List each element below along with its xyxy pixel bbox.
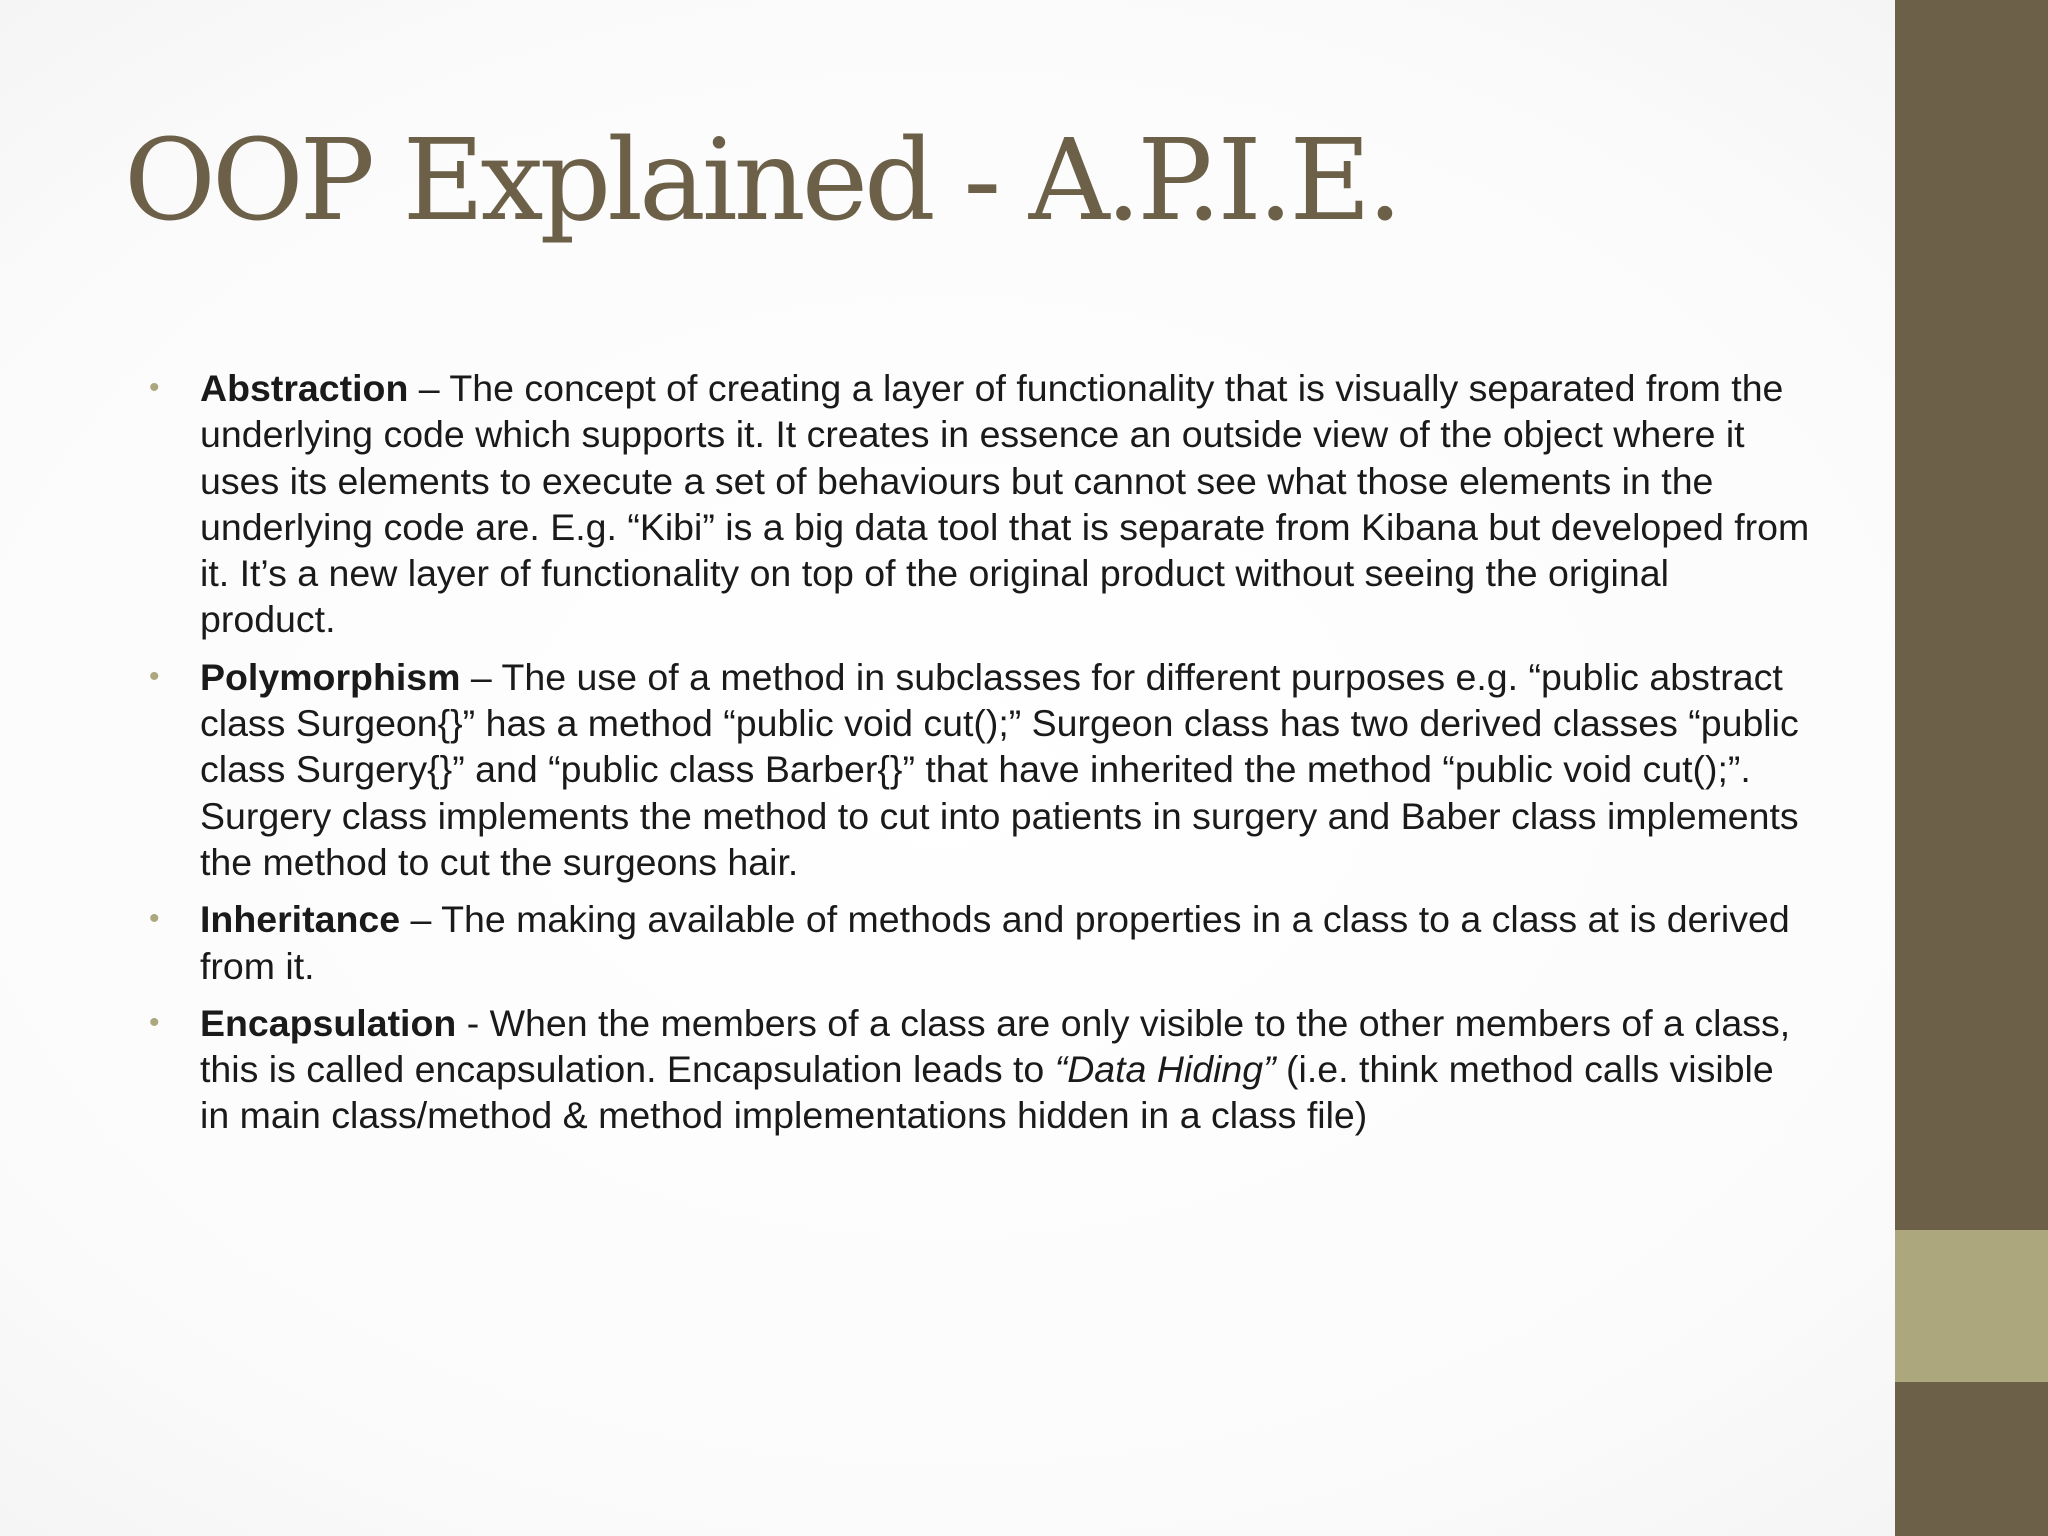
bullet-inheritance (149, 896, 1810, 989)
sidebar-accent-block (1895, 1230, 2048, 1382)
bullet-text-after: (i.e. think method calls visible in main class/method & method implementations hidden in a class file) (200, 1048, 1774, 1137)
bullet-dot-icon: • (149, 902, 160, 936)
bullet-text: – The use of a method in subclasses for different purposes e.g. “public abstract class Surgeon{}” has a method “public void cut();” Surgeon class has two derived classes “public class Surgery{}” and “public class Barber{}” that have inherited the method “public void cut();”. Surgery class implements the method to cut into patients in surgery and Baber class implements the method to cut the surgeons hair. (200, 655, 1799, 883)
bullet-abstraction (149, 365, 1810, 643)
bullet-term: Encapsulation (200, 1001, 457, 1044)
bullet-list (149, 365, 1810, 1150)
slide-title: OOP Explained - A.P.I.E. (124, 116, 1399, 246)
bullet-polymorphism (149, 654, 1810, 885)
bullet-text: - When the members of a class are only visible to the other members of a class, this is called encapsulation. Encapsulation leads to (200, 1001, 1791, 1091)
bullet-dot-icon: • (149, 371, 160, 404)
bullet-term: Inheritance (200, 898, 401, 941)
bullet-dot-icon: • (149, 659, 160, 693)
bullet-term: Abstraction (200, 367, 409, 409)
bullet-text: – The concept of creating a layer of functionality that is visually separated from the underlying code which supports it. It creates in essence an outside view of the object where it uses its elements to execute a set of behaviours but cannot see what those elements in the underlying code are. E.g. “Kibi” is a big data tool that is separate from Kibana but developed from it. It’s a new layer of functionality on top of the original product without seeing the original product. (200, 367, 1810, 641)
bullet-text: – The making available of methods and properties in a class to a class at is derived from it. (200, 898, 1790, 987)
bullet-italic-text: “Data Hiding” (1054, 1048, 1276, 1091)
bullet-encapsulation (149, 1000, 1810, 1139)
bullet-dot-icon: • (149, 1005, 160, 1039)
bullet-term: Polymorphism (200, 655, 461, 698)
